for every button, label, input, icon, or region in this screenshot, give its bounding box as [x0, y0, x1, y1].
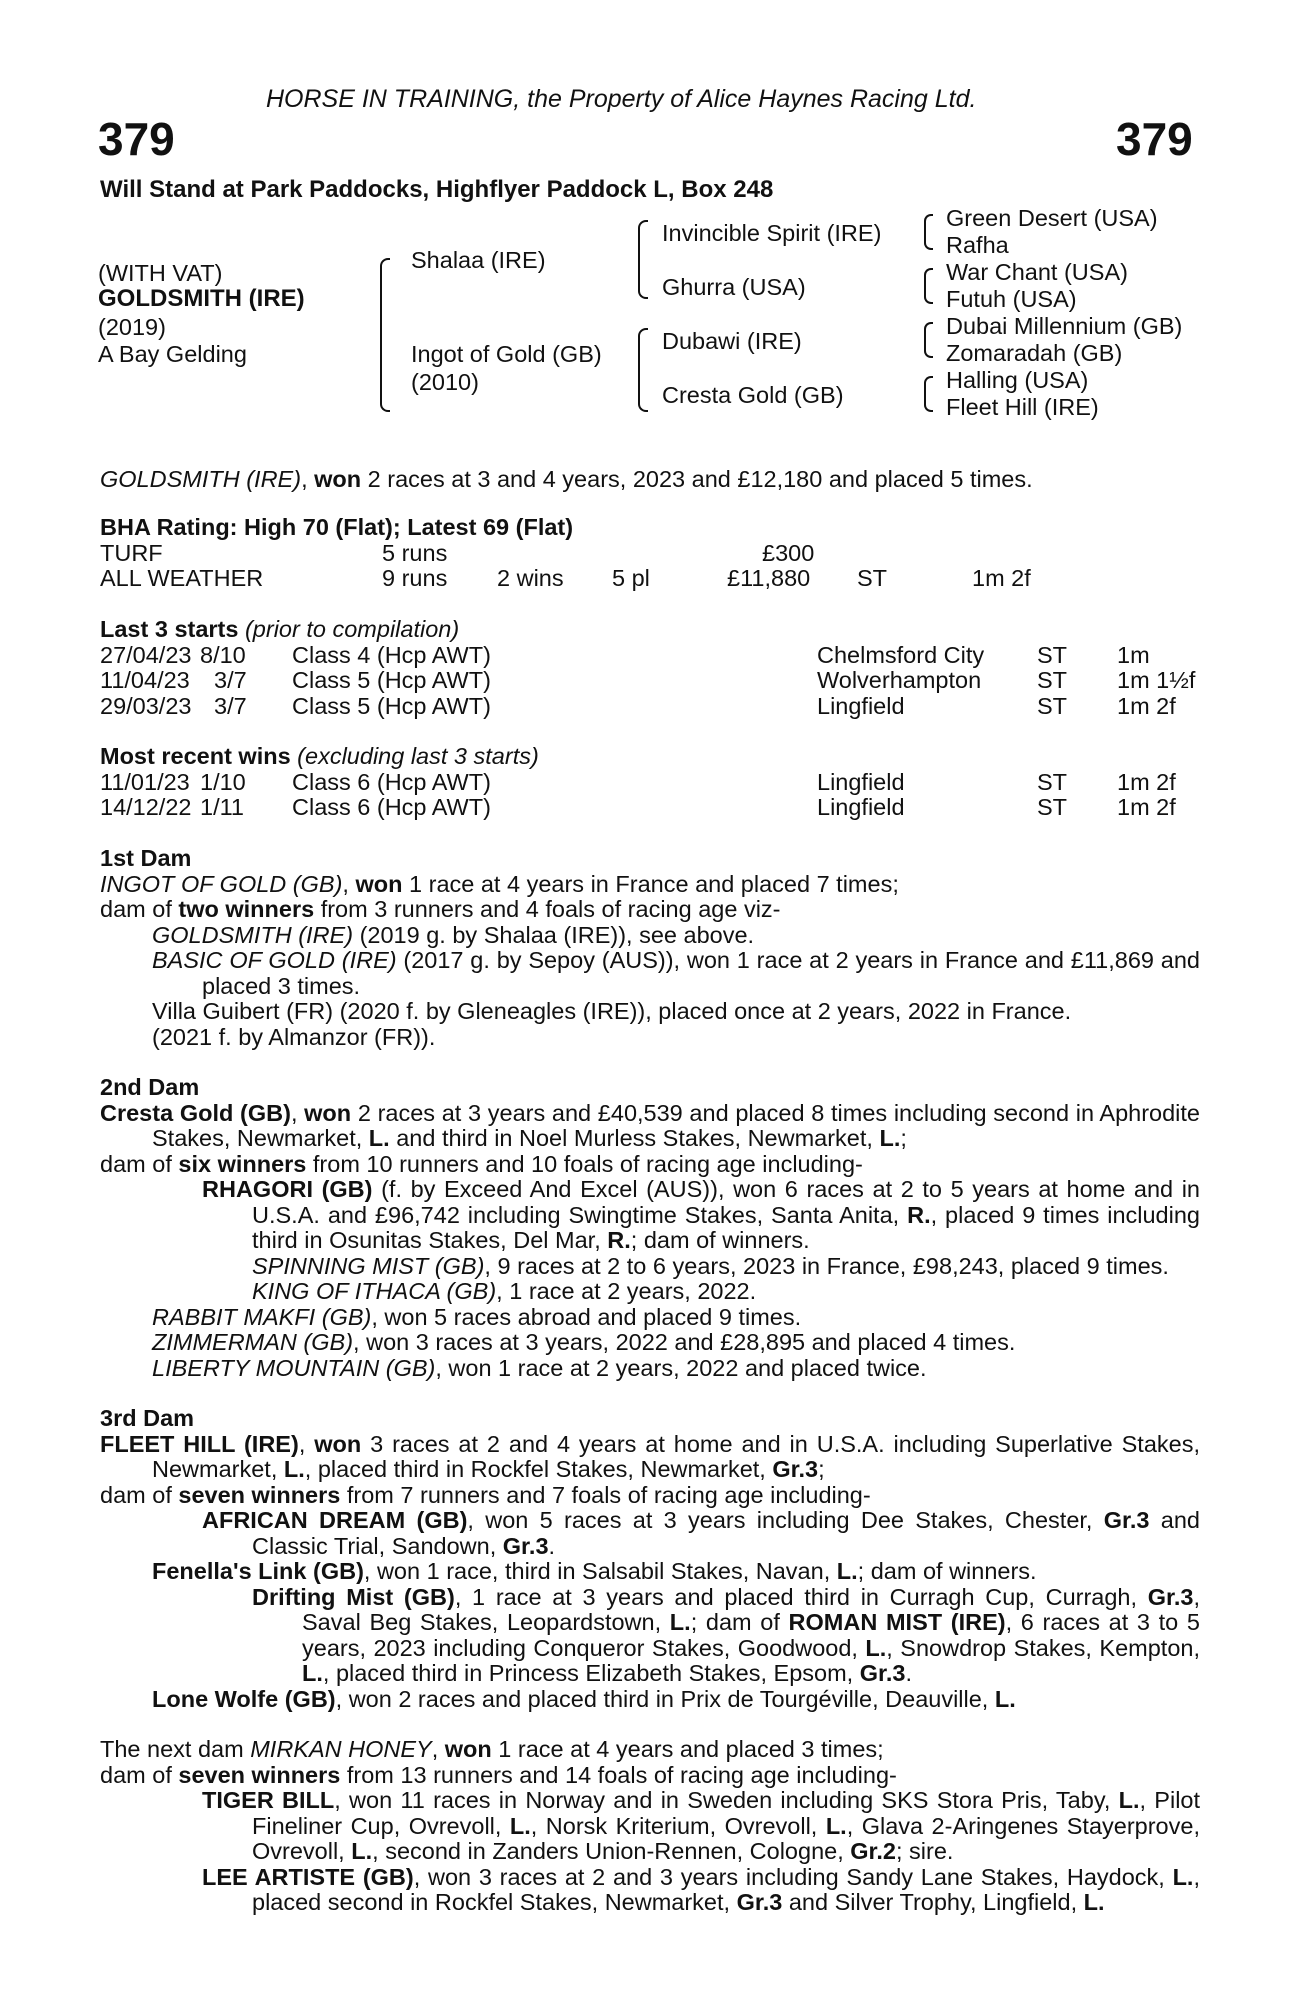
- win-row: [100, 770, 1220, 796]
- third-dam-produce: dam of seven winners from 7 runners and 7 foals of racing age including-: [100, 1481, 871, 1508]
- lot-number-left: 379: [98, 113, 175, 165]
- first-dam-record: INGOT OF GOLD (GB), won 1 race at 4 years in France and placed 7 times;: [100, 870, 899, 897]
- pedigree-sss: Green Desert (USA): [946, 205, 1158, 231]
- pedigree-dam-sire: Dubawi (IRE): [662, 328, 802, 354]
- rating-title: BHA Rating: High 70 (Flat); Latest 69 (Flat): [100, 514, 574, 540]
- pedigree-bracket-sire: [638, 220, 648, 299]
- vat-note: (WITH VAT): [98, 260, 223, 286]
- pedigree-sds: War Chant (USA): [946, 259, 1128, 285]
- start-row: [100, 694, 1220, 720]
- recent-wins-title: Most recent wins: [100, 743, 291, 769]
- rating-table: [100, 515, 1220, 592]
- start-going: ST: [1037, 667, 1068, 693]
- lot-number-right: 379: [1116, 113, 1193, 165]
- win-position: 1/11: [200, 794, 244, 820]
- win-going: ST: [1037, 794, 1068, 820]
- produce-item: (2021 f. by Almanzor (FR)).: [152, 1023, 436, 1050]
- win-row: [100, 795, 1220, 821]
- rating-prize: £11,880: [727, 565, 811, 591]
- rating-row-turf: [100, 541, 1220, 567]
- win-class: Class 6 (Hcp AWT): [292, 794, 491, 820]
- win-date: 14/12/22: [100, 794, 192, 820]
- pedigree-bracket-ss: [924, 214, 933, 250]
- start-date: 11/04/23: [100, 667, 190, 693]
- first-dam-section: [100, 846, 1200, 1050]
- start-date: 27/04/23: [100, 641, 192, 668]
- recent-wins-subtitle: (excluding last 3 starts): [290, 743, 539, 769]
- rating-wins: 2 wins: [497, 565, 564, 591]
- second-dam-record: Cresta Gold (GB), won 2 races at 3 years and £40,539 and placed 8 times including second in Aphrodite Stakes, Newmarket, L. and third in Noel Murless Stakes, Newmarket, L.;: [100, 1099, 1200, 1151]
- next-dam-produce: dam of seven winners from 13 runners and 14 foals of racing age including-: [100, 1761, 897, 1788]
- rating-prize: £300: [762, 539, 815, 566]
- start-class: Class 4 (Hcp AWT): [292, 641, 491, 668]
- pedigree-bracket-dam: [638, 328, 648, 412]
- race-summary: GOLDSMITH (IRE), won 2 races at 3 and 4 years, 2023 and £12,180 and placed 5 times.: [100, 466, 1033, 492]
- third-dam-section: [100, 1406, 1200, 1712]
- produce-item: Drifting Mist (GB), 1 race at 3 years and placed third in Curragh Cup, Curragh, Gr.3, Saval Beg Stakes, Leopardstown, L.; dam of ROMAN MIST (IRE), 6 races at 3 to 5 years, 2023 including Conqueror Stakes, Goodwood, L., Snowdrop Stakes, Kempton, L., placed third in Princess Elizabeth Stakes, Epsom, Gr.3.: [252, 1583, 1200, 1686]
- pedigree-sire-dam: Ghurra (USA): [662, 274, 806, 300]
- produce-item: LEE ARTISTE (GB), won 3 races at 2 and 3 years including Sandy Lane Stakes, Haydock, L., placed second in Rockfel Stakes, Newmarket, Gr.3 and Silver Trophy, Lingfield, L.: [202, 1863, 1200, 1915]
- rating-placed: 5 pl: [612, 565, 650, 591]
- win-distance: 1m 2f: [1117, 794, 1176, 820]
- produce-item: RHAGORI (GB) (f. by Exceed And Excel (AUS)), won 6 races at 2 to 5 years at home and in U.S.A. and £96,742 including Swingtime Stakes, Santa Anita, R., placed 9 times including third in Osunitas Stakes, Del Mar, R.; dam of winners.: [202, 1176, 1201, 1253]
- summary-won: won: [314, 466, 362, 492]
- first-dam-title: 1st Dam: [100, 845, 192, 871]
- rating-going: ST: [857, 565, 888, 591]
- pedigree-dsd: Zomaradah (GB): [946, 340, 1123, 366]
- win-going: ST: [1037, 768, 1068, 795]
- produce-item: Lone Wolfe (GB), won 2 races and placed third in Prix de Tourgéville, Deauville, L.: [152, 1685, 1016, 1712]
- rating-label: ALL WEATHER: [100, 565, 264, 591]
- last-starts-title: Last 3 starts: [100, 616, 239, 642]
- horse-name: GOLDSMITH (IRE): [98, 285, 305, 312]
- win-course: Lingfield: [817, 794, 905, 820]
- rating-label: TURF: [100, 539, 163, 566]
- pedigree-dam-year: (2010): [411, 369, 479, 395]
- pedigree-bracket-dd: [924, 376, 933, 412]
- start-row: [100, 643, 1220, 669]
- produce-item: AFRICAN DREAM (GB), won 5 races at 3 years including Dee Stakes, Chester, Gr.3 and Classic Trial, Sandown, Gr.3.: [202, 1507, 1200, 1559]
- pedigree-dam-dam: Cresta Gold (GB): [662, 382, 844, 408]
- next-dam-record: The next dam MIRKAN HONEY, won 1 race at 4 years and placed 3 times;: [100, 1736, 884, 1762]
- start-course: Chelmsford City: [817, 641, 985, 668]
- second-dam-title: 2nd Dam: [100, 1074, 200, 1100]
- pedigree-sire-sire: Invincible Spirit (IRE): [662, 220, 882, 246]
- pedigree-sire: Shalaa (IRE): [411, 247, 546, 273]
- start-distance: 1m: [1117, 641, 1150, 668]
- horse-year: (2019): [98, 314, 166, 340]
- stabling-location: Will Stand at Park Paddocks, Highflyer Paddock L, Box 248: [100, 176, 774, 203]
- produce-item: SPINNING MIST (GB), 9 races at 2 to 6 years, 2023 in France, £98,243, placed 9 times.: [252, 1252, 1169, 1279]
- produce-item: TIGER BILL, won 11 races in Norway and in Sweden including SKS Stora Pris, Taby, L., Pilot Fineliner Cup, Ovrevoll, L., Norsk Kriterium, Ovrevoll, L., Glava 2-Aringenes Stayerprove, Ovrevoll, L., second in Zanders Union-Rennen, Cologne, Gr.2; sire.: [202, 1787, 1201, 1864]
- pedigree-dam: Ingot of Gold (GB): [411, 341, 602, 367]
- produce-item: LIBERTY MOUNTAIN (GB), won 1 race at 2 years, 2022 and placed twice.: [152, 1354, 927, 1381]
- pedigree-bracket-sd: [924, 268, 933, 304]
- win-class: Class 6 (Hcp AWT): [292, 768, 491, 795]
- start-going: ST: [1037, 692, 1068, 719]
- start-course: Lingfield: [817, 692, 905, 719]
- pedigree-dds: Halling (USA): [946, 367, 1089, 393]
- third-dam-title: 3rd Dam: [100, 1405, 195, 1431]
- pedigree-dss: Dubai Millennium (GB): [946, 313, 1183, 339]
- start-row: [100, 668, 1220, 694]
- produce-item: Villa Guibert (FR) (2020 f. by Gleneagles (IRE)), placed once at 2 years, 2022 in France.: [152, 998, 1072, 1024]
- pedigree-bracket-ds: [924, 322, 933, 358]
- win-date: 11/01/23: [100, 768, 190, 795]
- rating-runs: 9 runs: [382, 565, 448, 591]
- rating-runs: 5 runs: [382, 539, 448, 566]
- pedigree-ssd: Rafha: [946, 232, 1009, 258]
- start-date: 29/03/23: [100, 692, 192, 719]
- start-class: Class 5 (Hcp AWT): [292, 692, 491, 719]
- pedigree-ddd: Fleet Hill (IRE): [946, 394, 1099, 420]
- recent-wins-table: [100, 744, 1220, 821]
- start-going: ST: [1037, 641, 1068, 668]
- produce-item: BASIC OF GOLD (IRE) (2017 g. by Sepoy (AUS)), won 1 race at 2 years in France and £11,869 and placed 3 times.: [152, 947, 1200, 999]
- summary-name: GOLDSMITH (IRE): [100, 466, 302, 492]
- last-starts-table: [100, 617, 1220, 719]
- third-dam-record: FLEET HILL (IRE), won 3 races at 2 and 4 years at home and in U.S.A. including Superlative Stakes, Newmarket, L., placed third in Rockfel Stakes, Newmarket, Gr.3;: [100, 1430, 1200, 1482]
- produce-item: Fenella's Link (GB), won 1 race, third in Salsabil Stakes, Navan, L.; dam of winners.: [152, 1558, 1037, 1584]
- start-course: Wolverhampton: [817, 667, 982, 693]
- win-course: Lingfield: [817, 768, 905, 795]
- win-distance: 1m 2f: [1117, 768, 1176, 795]
- produce-item: GOLDSMITH (IRE) (2019 g. by Shalaa (IRE)), see above.: [152, 921, 755, 948]
- produce-item: RABBIT MAKFI (GB), won 5 races abroad and placed 9 times.: [152, 1303, 802, 1330]
- rating-row-aw: [100, 566, 1220, 592]
- start-position: 8/10: [200, 641, 246, 668]
- start-position: 3/7: [214, 667, 247, 693]
- pedigree-bracket-gen1: [380, 258, 390, 412]
- first-dam-produce: dam of two winners from 3 runners and 4 foals of racing age viz-: [100, 896, 781, 922]
- start-position: 3/7: [214, 692, 247, 719]
- rating-distance: 1m 2f: [972, 565, 1031, 591]
- last-starts-subtitle: (prior to compilation): [238, 616, 460, 642]
- pedigree-sdd: Futuh (USA): [946, 286, 1077, 312]
- second-dam-section: [100, 1075, 1200, 1381]
- next-dam-section: [100, 1737, 1200, 1916]
- produce-item: ZIMMERMAN (GB), won 3 races at 3 years, 2022 and £28,895 and placed 4 times.: [152, 1329, 1016, 1355]
- summary-text: 2 races at 3 and 4 years, 2023 and £12,180 and placed 5 times.: [361, 466, 1033, 492]
- start-class: Class 5 (Hcp AWT): [292, 667, 491, 693]
- produce-item: KING OF ITHACA (GB), 1 race at 2 years, 2022.: [252, 1278, 757, 1304]
- start-distance: 1m 1½f: [1117, 667, 1196, 693]
- horse-description: A Bay Gelding: [98, 341, 247, 367]
- second-dam-produce: dam of six winners from 10 runners and 10 foals of racing age including-: [100, 1150, 863, 1177]
- page-header-title: HORSE IN TRAINING, the Property of Alice Haynes Racing Ltd.: [266, 85, 977, 113]
- start-distance: 1m 2f: [1117, 692, 1176, 719]
- win-position: 1/10: [200, 768, 246, 795]
